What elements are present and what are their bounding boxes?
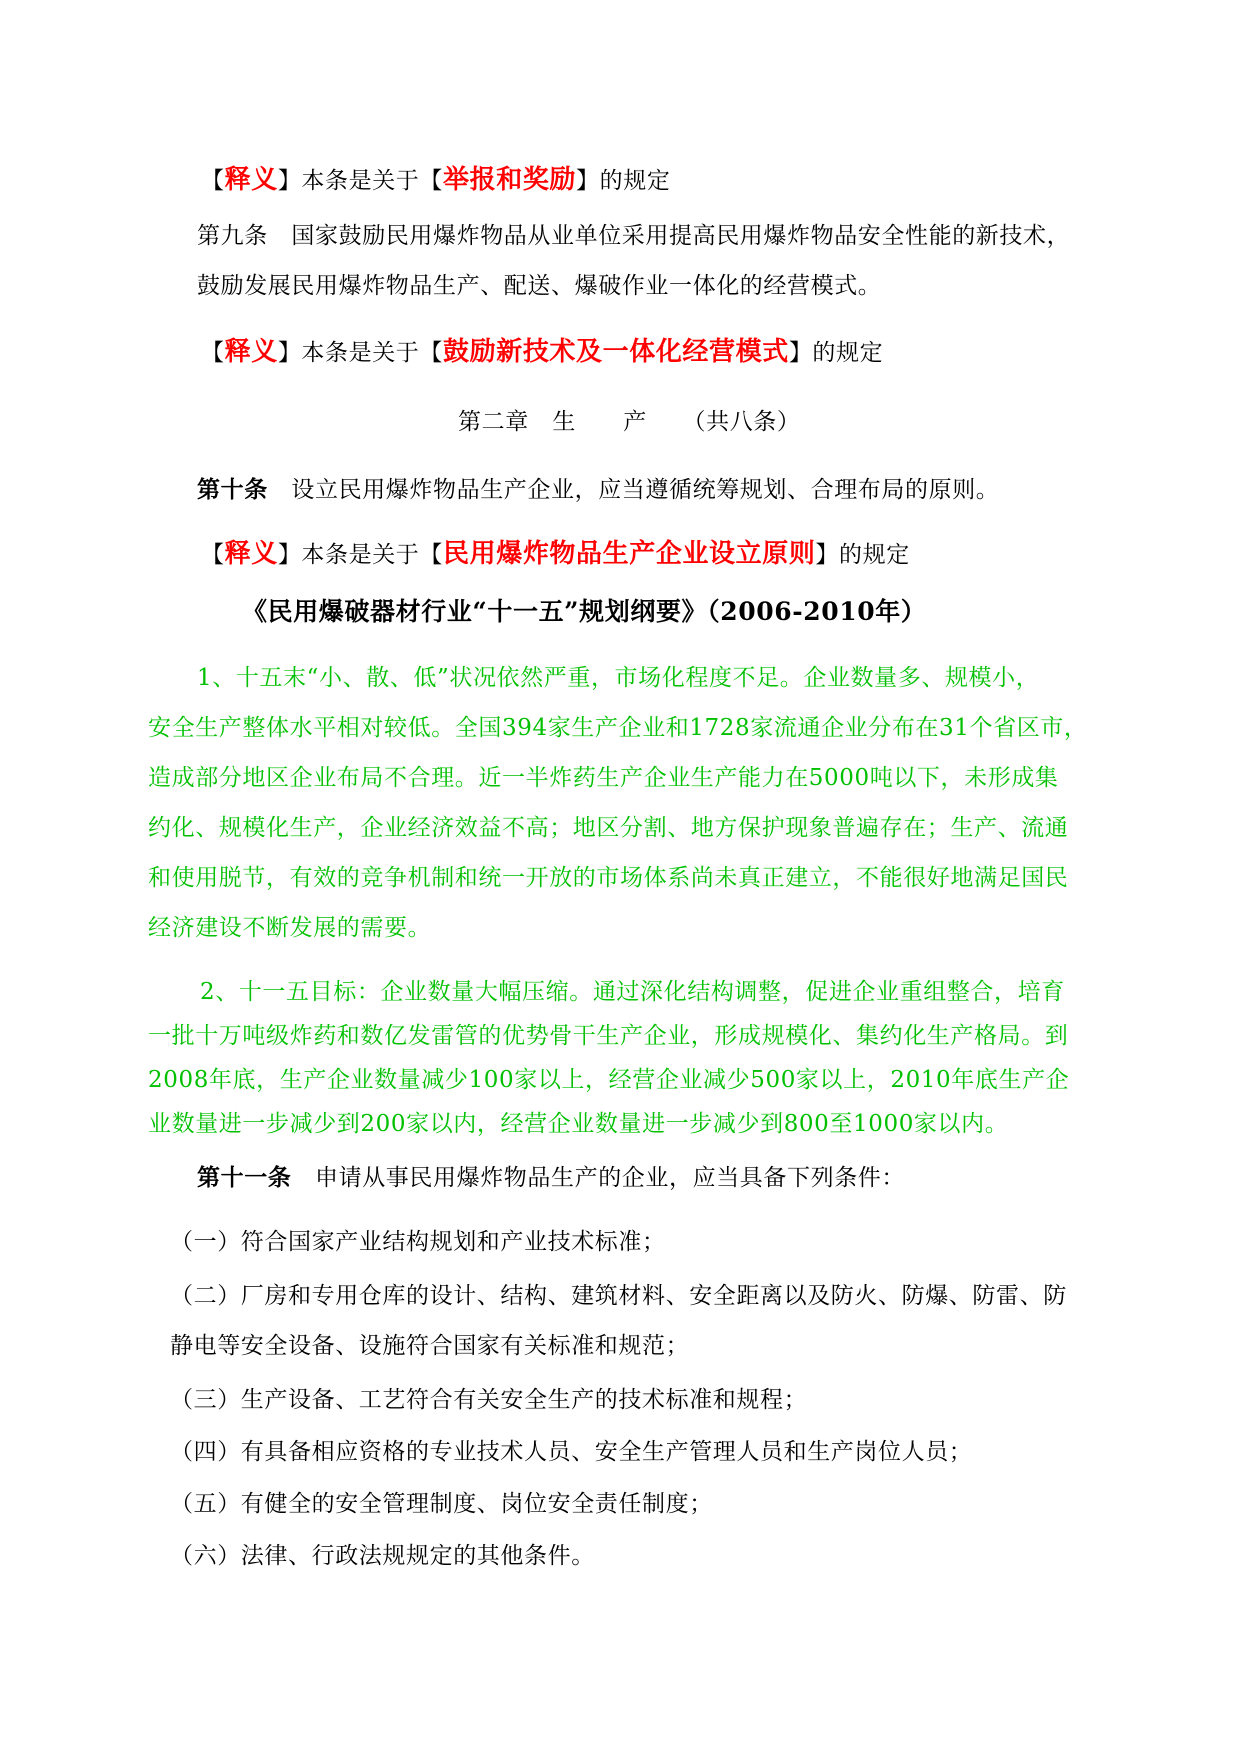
condition-5: （五）有健全的安全管理制度、岗位安全责任制度；: [170, 1491, 713, 1517]
interpretation-close: 】的规定: [576, 168, 671, 194]
plan-para-2-line-2: 一批十万吨级炸药和数亿发雷管的优势骨干生产企业，形成规模化、集约化生产格局。到: [148, 1023, 1069, 1049]
plan-para-1-line-5: 和使用脱节，有效的竞争机制和统一开放的市场体系尚未真正建立，不能很好地满足国民: [148, 865, 1069, 891]
bracket-open: 【: [201, 168, 225, 194]
plan-title: 《民用爆破器材行业“十一五”规划纲要》（2006-2010年）: [242, 597, 927, 626]
interpretation-2: [201, 336, 883, 369]
interpretation-close: 】的规定: [815, 542, 910, 568]
chapter-heading: 第二章 生 产 （共八条）: [458, 409, 801, 435]
interpretation-3: [201, 538, 910, 571]
condition-3: （三）生产设备、工艺符合有关安全生产的技术标准和规程；: [170, 1387, 808, 1413]
bracket-open: 【: [201, 340, 225, 366]
article-11-text: 申请从事民用爆炸物品生产的企业，应当具备下列条件：: [291, 1165, 906, 1191]
interpretation-mid: 】本条是关于【: [277, 168, 444, 194]
plan-para-1-line-2: 安全生产整体水平相对较低。全国394家生产企业和1728家流通企业分布在31个省区市，: [148, 715, 1088, 741]
condition-2-line-2: 静电等安全设备、设施符合国家有关标准和规范；: [170, 1333, 690, 1359]
article-11: [197, 1162, 905, 1194]
article-9-line-1: 第九条 国家鼓励民用爆炸物品从业单位采用提高民用爆炸物品安全性能的新技术，: [197, 223, 1071, 249]
condition-1: （一）符合国家产业结构规划和产业技术标准；: [170, 1229, 666, 1255]
interpretation-topic: 民用爆炸物品生产企业设立原则: [443, 539, 816, 569]
interpretation-topic: 鼓励新技术及一体化经营模式: [443, 337, 789, 367]
condition-4: （四）有具备相应资格的专业技术人员、安全生产管理人员和生产岗位人员；: [170, 1439, 973, 1465]
condition-6: （六）法律、行政法规规定的其他条件。: [170, 1543, 595, 1569]
article-10-text: 设立民用爆炸物品生产企业，应当遵循统筹规划、合理布局的原则。: [267, 477, 1000, 503]
interpretation-mid: 】本条是关于【: [277, 542, 444, 568]
plan-para-2-line-4: 业数量进一步减少到200家以内，经营企业数量进一步减少到800至1000家以内。: [148, 1111, 1009, 1137]
interpretation-label: 释义: [224, 165, 278, 195]
interpretation-mid: 】本条是关于【: [277, 340, 444, 366]
plan-para-1-line-6: 经济建设不断发展的需要。: [148, 915, 432, 941]
article-10-label: 第十条: [197, 476, 268, 503]
plan-para-2-line-1: 2、十一五目标：企业数量大幅压缩。通过深化结构调整，促进企业重组整合，培育: [200, 979, 1065, 1005]
plan-para-1-line-3: 造成部分地区企业布局不合理。近一半炸药生产企业生产能力在5000吨以下，未形成集: [148, 765, 1059, 791]
interpretation-close: 】的规定: [788, 340, 884, 366]
article-9-line-2: 鼓励发展民用爆炸物品生产、配送、爆破作业一体化的经营模式。: [197, 273, 882, 299]
plan-para-1-line-1: 1、十五末“小、散、低”状况依然严重，市场化程度不足。企业数量多、规模小，: [197, 665, 1040, 691]
interpretation-topic: 举报和奖励: [443, 165, 577, 195]
interpretation-label: 释义: [224, 539, 278, 569]
condition-2-line-1: （二）厂房和专用仓库的设计、结构、建筑材料、安全距离以及防火、防爆、防雷、防: [170, 1283, 1067, 1309]
interpretation-label: 释义: [224, 337, 278, 367]
plan-para-2-line-3: 2008年底，生产企业数量减少100家以上，经营企业减少500家以上，2010年底生产企: [148, 1067, 1070, 1093]
plan-para-1-line-4: 约化、规模化生产，企业经济效益不高；地区分割、地方保护现象普遍存在；生产、流通: [148, 815, 1069, 841]
article-10: [197, 474, 999, 506]
interpretation-1: [201, 164, 670, 197]
article-11-label: 第十一条: [197, 1164, 292, 1191]
bracket-open: 【: [201, 542, 225, 568]
